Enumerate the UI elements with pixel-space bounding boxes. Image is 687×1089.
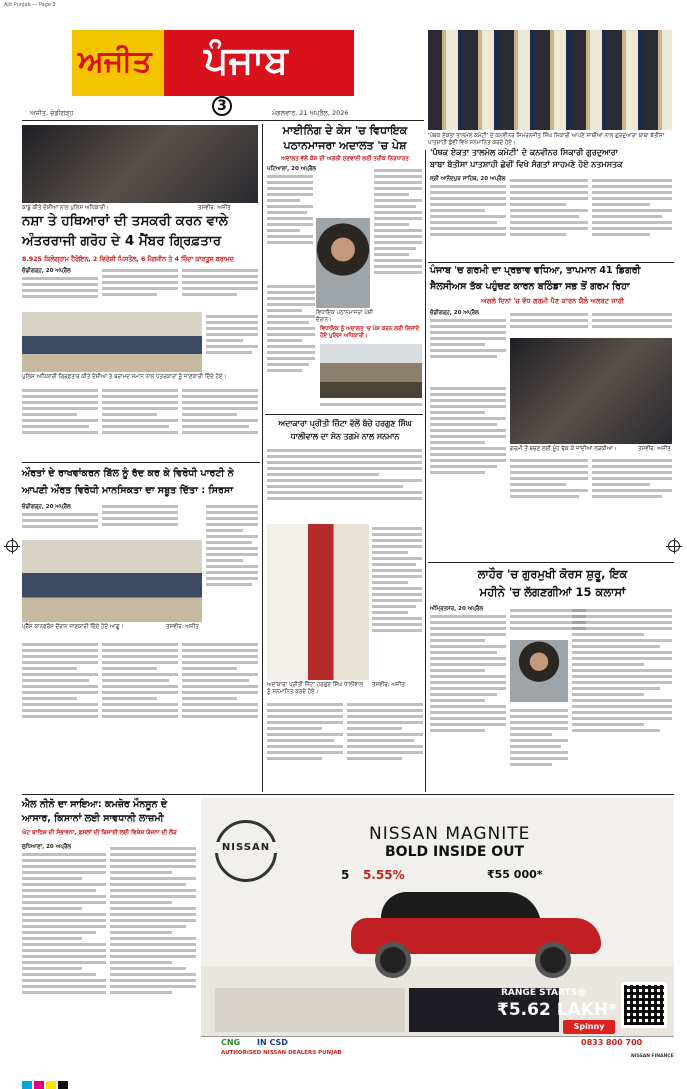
panthic-body-text: [430, 182, 506, 260]
panthic-body-text: [510, 176, 588, 260]
drugs-body-text: [22, 274, 98, 310]
bill-press-photo: [22, 540, 202, 622]
bill-body-text: [206, 502, 258, 632]
court-body-text: [267, 172, 313, 278]
heat-body-text: [510, 456, 588, 520]
panthic-headline-1: 'ਪੰਥਕ ਏਕਤਾ ਤਾਲਮੇਲ ਕਮੇਟੀ' ਦੇ ਕਨਵੀਨਰ ਸਿਕਾਰੀ ਗੁਰਦੁਆਰਾ: [430, 148, 618, 157]
ad-offer-rate: 5.55%: [363, 868, 405, 882]
heat-photo-caption: ਗਰਮੀ ਤੋਂ ਬਚਣ ਲਈ ਮੂੰਹ ਢੱਕ ਕੇ ਜਾਂਦੀਆਂ ਲੜਕੀਆਂ।: [510, 446, 617, 452]
weather-headline-1: ਐਲ ਨੀਨੋ ਦਾ ਸਾਇਆ: ਕਮਜ਼ੋਰ ਮੌਨਸੂਨ ਦੇ: [22, 799, 168, 810]
nissan-brand-label: NISSAN: [211, 842, 281, 853]
masthead-right-block: [164, 30, 354, 96]
drugs-headline-1: ਨਸ਼ਾ ਤੇ ਹਥਿਆਰਾਂ ਦੀ ਤਸਕਰੀ ਕਰਨ ਵਾਲੇ: [22, 213, 228, 229]
panthic-dateline: ਸ੍ਰੀ ਆਨੰਦਪੁਰ ਸਾਹਿਬ, 20 ਅਪ੍ਰੈਲ: [430, 176, 506, 182]
bill-headline-1: ਔਰਤਾਂ ਦੇ ਰਾਖਵਾਂਕਰਨ ਬਿੱਲ ਨੂੰ ਰੱਦ ਕਰ ਕੇ ਵਿਰੋਧੀ ਪਾਰਟੀ ਨੇ: [22, 468, 234, 479]
edition-label: ਅਜੀਤ, ਚੰਡੀਗੜ੍ਹ: [30, 109, 74, 117]
lahore-body-text: [572, 606, 672, 792]
group-photo-caption: 'ਪੰਥਕ ਏਕਤਾ ਤਾਲਮੇਲ ਕਮੇਟੀ' ਦੇ ਕਨਵੀਨਰ ਸਿਮਰਨਜੀਤ ਸਿੰਘ ਸਿਕਾਰੀ ਆਪਣੇ ਸਾਥੀਆਂ ਨਾਲ ਗੁਰਦੁਆਰਾ ਬਾਬਾ ਬੱਤੀਸਾ ਪਾਤਸ਼ਾਹੀ ਛੇਵੀਂ ਵਿਖੇ ਸਨਮਾਨਿਤ ਕਰਦੇ ਹੋਏ।: [428, 133, 665, 146]
partner-badge: Spinny: [563, 1020, 615, 1034]
masthead-right-word: ਪੰਜਾਬ: [204, 38, 288, 82]
column-rule: [425, 150, 426, 792]
group-photo: [428, 30, 672, 130]
bill-headline-2: ਆਪਣੀ ਔਰਤ ਵਿਰੋਧੀ ਮਾਨਸਿਕਤਾ ਦਾ ਸਬੂਤ ਦਿੱਤਾ : ਸਿਰਸਾ: [22, 485, 234, 496]
drugs-body-text: [22, 386, 98, 458]
court-body-text: [320, 400, 422, 410]
weather-dateline: ਲੁਧਿਆਣਾ, 20 ਅਪ੍ਰੈਲ: [22, 844, 72, 850]
court-headline-1: ਮਾਈਨਿੰਗ ਦੇ ਕੇਸ 'ਚ ਵਿਧਾਇਕ: [282, 124, 408, 137]
heat-body-text: [592, 456, 672, 520]
lahore-headline-2: ਮਹੀਨੇ 'ਚ ਲੱਗਣਗੀਆਂ 15 ਕਲਾਸਾਂ: [479, 585, 626, 599]
page-number-badge: 3: [212, 96, 232, 116]
lahore-portrait-photo: [510, 640, 568, 702]
drugs-subhead: 8.925 ਕਿਲੋਗ੍ਰਾਮ ਹੈਰੋਇਨ, 2 ਵਿਦੇਸ਼ੀ ਪਿਸਤੌਲ, 6 ਮੈਗਜ਼ੀਨ ਤੇ 4 ਜ਼ਿੰਦਾ ਕਾਰਤੂਸ ਬਰਾਮਦ: [22, 256, 234, 263]
helpline-number[interactable]: 0833 800 700: [581, 1038, 643, 1047]
mla-portrait-photo: [316, 218, 370, 308]
ad-price: ₹5.62 LAKH*: [497, 1000, 617, 1020]
ad-tagline: BOLD INSIDE OUT: [385, 844, 525, 860]
section-rule: [265, 414, 423, 415]
dealer-footer-text: AUTHORISED NISSAN DEALERS PUNJAB: [221, 1050, 342, 1056]
weather-body-text: [22, 850, 106, 1068]
section-rule: [428, 562, 674, 563]
drugs-headline-2: ਅੰਤਰਰਾਜੀ ਗਰੋਹ ਦੇ 4 ਮੈਂਬਰ ਗ੍ਰਿਫ਼ਤਾਰ: [22, 233, 222, 249]
drugs-dateline: ਚੰਡੀਗੜ੍ਹ, 20 ਅਪ੍ਰੈਲ: [22, 268, 71, 274]
heat-photo-credit: ਤਸਵੀਰ: ਅਜੀਤ: [638, 446, 671, 452]
section-rule: [22, 462, 260, 463]
ad-price-label: RANGE STARTS@: [501, 988, 587, 998]
car-illustration: [351, 892, 601, 972]
heat-headline-1: ਪੰਜਾਬ 'ਚ ਗਰਮੀ ਦਾ ਪ੍ਰਭਾਵ ਵਧਿਆ, ਤਾਪਮਾਨ 41 ਡਿਗਰੀ: [430, 265, 641, 276]
award-body-text: [372, 524, 422, 680]
section-rule: [428, 262, 674, 263]
court-photo-caption: ਵਿਧਾਇਕ ਪਠਾਨਮਾਜਰਾ ਪੇਸ਼ੀ ਦੌਰਾਨ।: [316, 310, 374, 323]
drugs-photo-credit: ਤਸਵੀਰ: ਅਜੀਤ: [198, 205, 231, 211]
csd-label: IN CSD: [257, 1038, 288, 1047]
masthead-rule: [22, 120, 424, 121]
heat-body-text: [430, 316, 506, 380]
court-scene-photo: [320, 344, 422, 398]
section-rule: [22, 794, 674, 795]
court-subhead: ਅਦਾਲਤ ਵੱਲੋਂ ਕੇਸ ਦੀ ਅਗਲੀ ਸੁਣਵਾਈ ਲਈ ਤਰੀਕ ਨਿਰਧਾਰਤ: [281, 156, 409, 162]
arrested-accused-photo: [22, 125, 258, 203]
print-slug: Ajit Punjab — Page 3: [4, 2, 56, 8]
bill-body-text: [22, 640, 98, 756]
weather-headline-2: ਆਸਾਰ, ਕਿਸਾਨਾਂ ਲਈ ਸਾਵਧਾਨੀ ਲਾਜ਼ਮੀ: [22, 813, 164, 824]
bill-body-text: [182, 640, 258, 756]
cng-label: CNG: [221, 1038, 241, 1047]
masthead-left-word: ਅਜੀਤ: [78, 44, 152, 79]
date-label: ਮੰਗਲਵਾਰ, 21 ਅਪ੍ਰੈਲ, 2026: [272, 109, 349, 117]
ad-model-name: NISSAN MAGNITE: [369, 824, 531, 844]
weather-body-text: [110, 844, 196, 1068]
heat-photo: [510, 338, 672, 444]
bill-body-text: [102, 502, 178, 536]
drugs-photo-caption: ਕਾਬੂ ਕੀਤੇ ਦੋਸ਼ੀਆਂ ਨਾਲ ਪੁਲਿਸ ਅਧਿਕਾਰੀ।: [22, 205, 109, 211]
drugs-body-text: [102, 386, 178, 458]
court-body-text: [267, 282, 315, 410]
police-press-photo: [22, 312, 202, 372]
nissan-advertisement[interactable]: [201, 798, 674, 1070]
lahore-body-text: [430, 612, 506, 792]
bill-photo-caption: ਪ੍ਰੈੱਸ ਕਾਨਫਰੰਸ ਦੌਰਾਨ ਜਾਣਕਾਰੀ ਦਿੰਦੇ ਹੋਏ ਆਗੂ।: [22, 624, 124, 630]
feature-strip: [215, 988, 405, 1032]
award-photo-credit: ਤਸਵੀਰ: ਅਜੀਤ: [372, 682, 405, 688]
award-body-text: [267, 700, 343, 790]
weather-subhead: ਘੱਟ ਬਾਰਿਸ਼ ਦੀ ਸੰਭਾਵਨਾ, ਫ਼ਸਲਾਂ ਦੀ ਬਿਜਾਈ ਲਈ ਵਿਸ਼ੇਸ਼ ਯੋਜਨਾ ਦੀ ਲੋੜ: [22, 830, 177, 836]
award-headline-2: ਧਾਲੀਵਾਲ ਦਾ ਸੋਨ ਤਗਮੇ ਨਾਲ ਸਨਮਾਨ: [290, 432, 400, 441]
award-headline-1: ਅਦਾਕਾਰਾ ਪ੍ਰੀਤੀ ਜ਼ਿੰਟਾ ਵੱਲੋਂ ਬੱਚੇ ਹਰਗੁਣ ਸਿੰਘ: [278, 419, 412, 428]
lahore-headline-1: ਲਾਹੌਰ 'ਚ ਗੁਰਮੁਖੀ ਕੋਰਸ ਸ਼ੁਰੂ, ਇਕ: [477, 567, 628, 581]
ad-benefit-value: ₹55 000*: [487, 868, 543, 881]
award-body-text: [347, 700, 423, 790]
bill-photo-credit: ਤਸਵੀਰ: ਅਜੀਤ: [166, 624, 199, 630]
heat-dateline: ਚੰਡੀਗੜ੍ਹ, 20 ਅਪ੍ਰੈਲ: [430, 310, 479, 316]
print-color-bar: [22, 1076, 662, 1084]
court-body-text: [374, 166, 422, 322]
drugs-photo-caption-2: ਪੁਲਿਸ ਅਧਿਕਾਰੀ ਗ੍ਰਿਫ਼ਤਾਰ ਕੀਤੇ ਦੋਸ਼ੀਆਂ ਤੇ ਬਰਾਮਦ ਸਮਾਨ ਨਾਲ ਪੱਤਰਕਾਰਾਂ ਨੂੰ ਜਾਣਕਾਰੀ ਦਿੰਦੇ ਹੋਏ।: [22, 374, 227, 380]
award-ceremony-photo: [267, 524, 369, 680]
lahore-body-text: [510, 706, 568, 792]
panthic-body-text: [592, 176, 672, 260]
award-body-text: [267, 446, 422, 522]
panthic-headline-2: ਬਾਬਾ ਬੱਤੀਸਾ ਪਾਤਸ਼ਾਹੀ ਛੇਵੀਂ ਵਿਖੇ ਸੰਗਤਾਂ ਸਾਹਮਣੇ ਹੋਏ ਨਤਮਸਤਕ: [430, 160, 623, 169]
registration-mark-icon: [668, 540, 680, 552]
drugs-body-text: [182, 386, 258, 458]
drugs-body-text: [102, 266, 178, 310]
drugs-body-text: [182, 266, 258, 310]
bill-body-text: [102, 640, 178, 756]
court-inset-caption: ਵਿਧਾਇਕ ਨੂੰ ਅਦਾਲਤ 'ਚ ਪੇਸ਼ ਕਰਨ ਲਈ ਲਿਜਾਂਦੇ ਹੋਏ ਪੁਲਿਸ ਅਧਿਕਾਰੀ।: [320, 326, 420, 339]
heat-body-text: [592, 310, 672, 334]
bill-body-text: [22, 510, 98, 536]
bill-dateline: ਚੰਡੀਗੜ੍ਹ, 20 ਅਪ੍ਰੈਲ: [22, 504, 71, 510]
qr-code-icon[interactable]: [621, 982, 667, 1028]
heat-subhead: ਅਗਲੇ ਦਿਨਾਂ 'ਚ ਵੱਧ ਗਰਮੀ ਪੈਣ ਕਾਰਨ ਯੈਲੋ ਅਲਰਟ ਜਾਰੀ: [481, 297, 624, 305]
masthead-left-block: [72, 30, 164, 96]
finance-label: NISSAN FINANCE: [631, 1054, 674, 1059]
heat-body-text: [430, 384, 506, 520]
column-rule: [262, 124, 263, 792]
lahore-dateline: ਅੰਮ੍ਰਿਤਸਰ, 20 ਅਪ੍ਰੈਲ: [430, 606, 484, 612]
ad-offer-prefix: 5: [341, 868, 350, 882]
drugs-body-text: [206, 312, 258, 372]
registration-mark-icon: [6, 540, 18, 552]
heat-headline-2: ਸੈਲਸੀਅਸ ਤੱਕ ਪਹੁੰਚਣ ਕਾਰਨ ਬਠਿੰਡਾ ਸਭ ਤੋਂ ਗਰਮ ਰਿਹਾ: [430, 281, 630, 292]
award-photo-caption: ਅਦਾਕਾਰਾ ਪ੍ਰੀਤੀ ਜ਼ਿੰਟਾ ਹਰਗੁਣ ਸਿੰਘ ਧਾਲੀਵਾਲ ਨੂੰ ਸਨਮਾਨਿਤ ਕਰਦੇ ਹੋਏ।: [267, 682, 364, 695]
court-dateline: ਪਟਿਆਲਾ, 20 ਅਪ੍ਰੈਲ: [267, 166, 317, 172]
court-headline-2: ਪਠਾਨਮਾਜਰਾ ਅਦਾਲਤ 'ਚ ਪੇਸ਼: [283, 139, 407, 152]
heat-body-text: [510, 310, 588, 334]
